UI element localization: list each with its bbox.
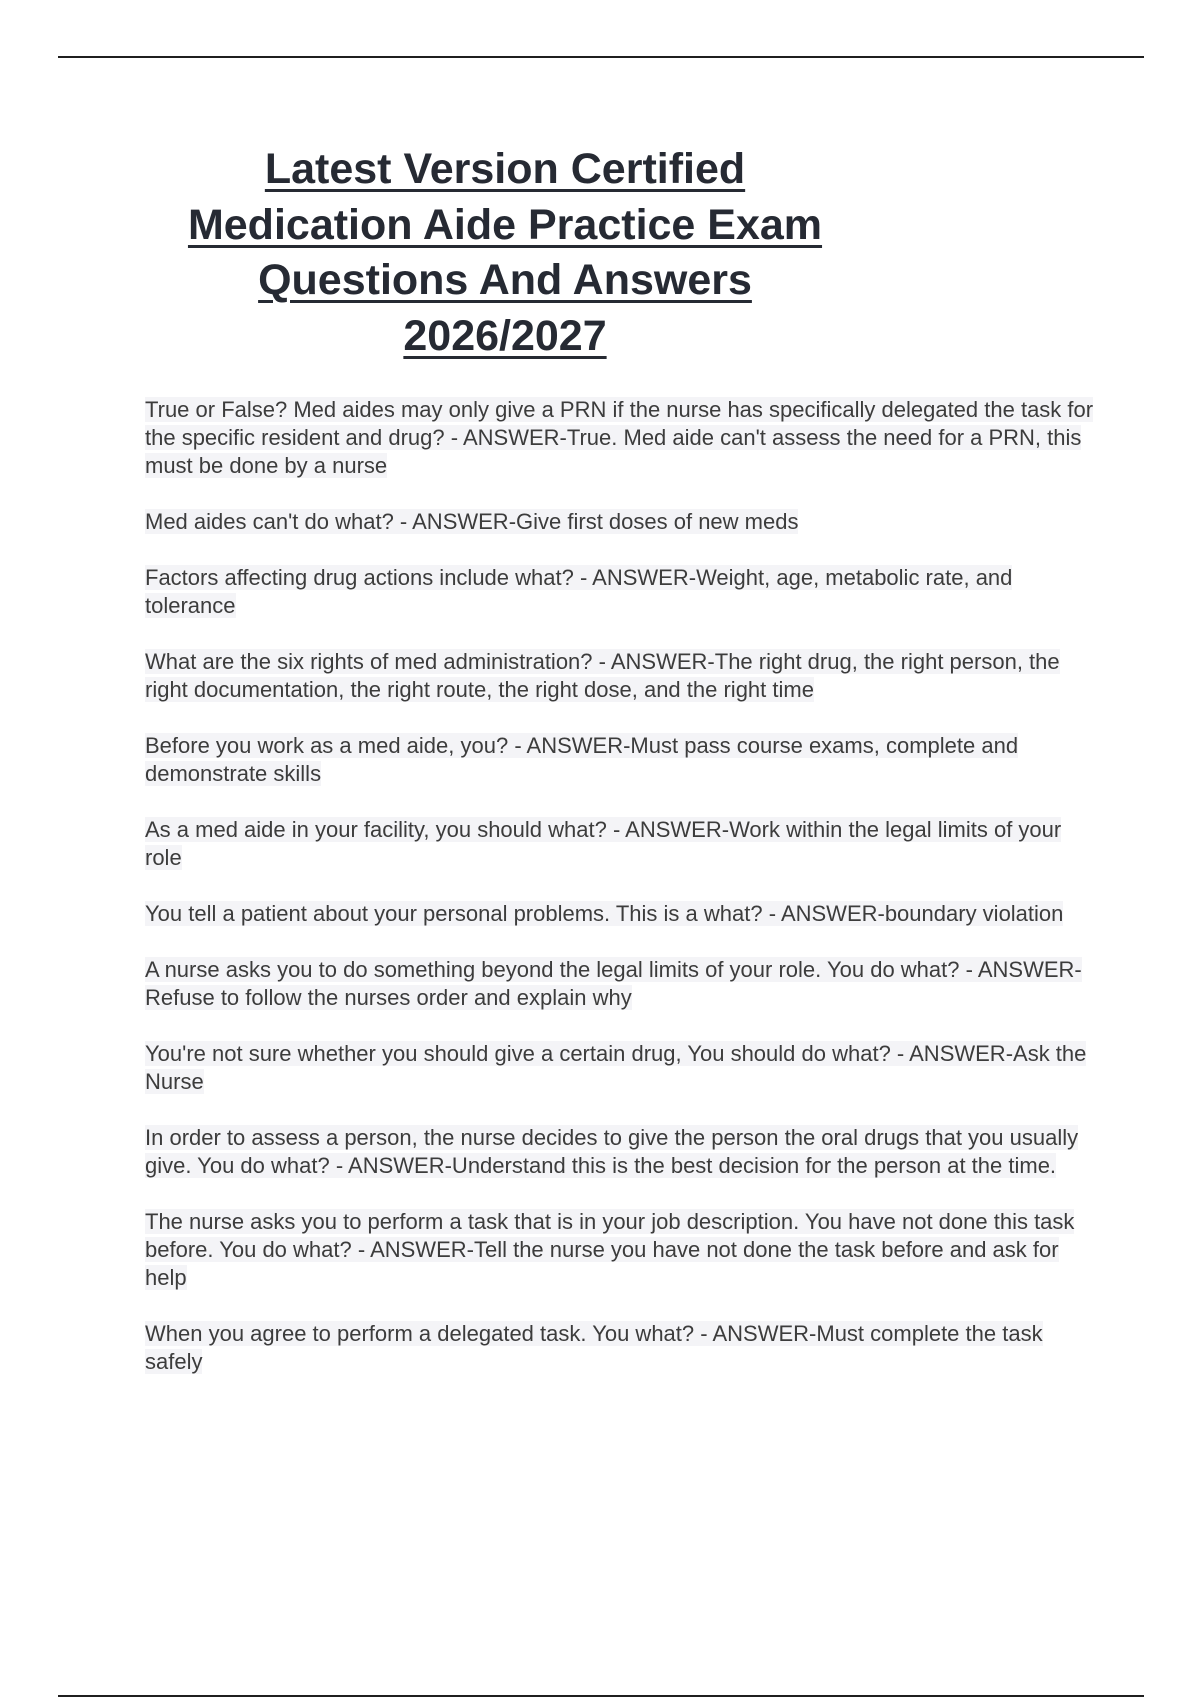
qa-item: You're not sure whether you should give a certain drug, You should do what? - ANSWER-Ask the Nurse	[145, 1041, 1087, 1094]
top-divider	[58, 56, 1144, 58]
bottom-divider	[58, 1695, 1144, 1697]
qa-item: The nurse asks you to perform a task that is in your job description. You have not done this task before. You do what? - ANSWER-Tell the nurse you have not done the task before and ask for help	[145, 1209, 1075, 1290]
title-line-2: Medication Aide Practice Exam	[187, 200, 823, 249]
qa-item: Before you work as a med aide, you? - ANSWER-Must pass course exams, complete and demonstrate skills	[145, 733, 1019, 786]
qa-item: When you agree to perform a delegated task. You what? - ANSWER-Must complete the task safely	[145, 1321, 1043, 1374]
qa-item: Med aides can't do what? - ANSWER-Give first doses of new meds	[145, 509, 799, 534]
qa-item: What are the six rights of med administration? - ANSWER-The right drug, the right person, the right documentation, the right route, the right dose, and the right time	[145, 649, 1060, 702]
qa-item: In order to assess a person, the nurse decides to give the person the oral drugs that you usually give. You do what? - ANSWER-Understand this is the best decision for the person at the time.	[145, 1125, 1079, 1178]
qa-item: Factors affecting drug actions include what? - ANSWER-Weight, age, metabolic rate, and tolerance	[145, 565, 1013, 618]
qa-item: You tell a patient about your personal problems. This is a what? - ANSWER-boundary violation	[145, 901, 1064, 926]
qa-item: True or False? Med aides may only give a PRN if the nurse has specifically delegated the task for the specific resident and drug? - ANSWER-True. Med aide can't assess the need for a PRN, this must be done by a nurse	[145, 397, 1094, 478]
title-line-3: Questions And Answers	[258, 256, 752, 304]
title-line-1: Latest Version Certified	[264, 145, 746, 193]
qa-item: A nurse asks you to do something beyond the legal limits of your role. You do what? - ANSWER-Refuse to follow the nurses order and explain why	[145, 957, 1082, 1010]
qa-list	[145, 396, 1095, 1404]
document-title	[130, 142, 880, 364]
title-line-4: 2026/2027	[403, 311, 607, 360]
qa-item: As a med aide in your facility, you should what? - ANSWER-Work within the legal limits of your role	[145, 817, 1062, 870]
